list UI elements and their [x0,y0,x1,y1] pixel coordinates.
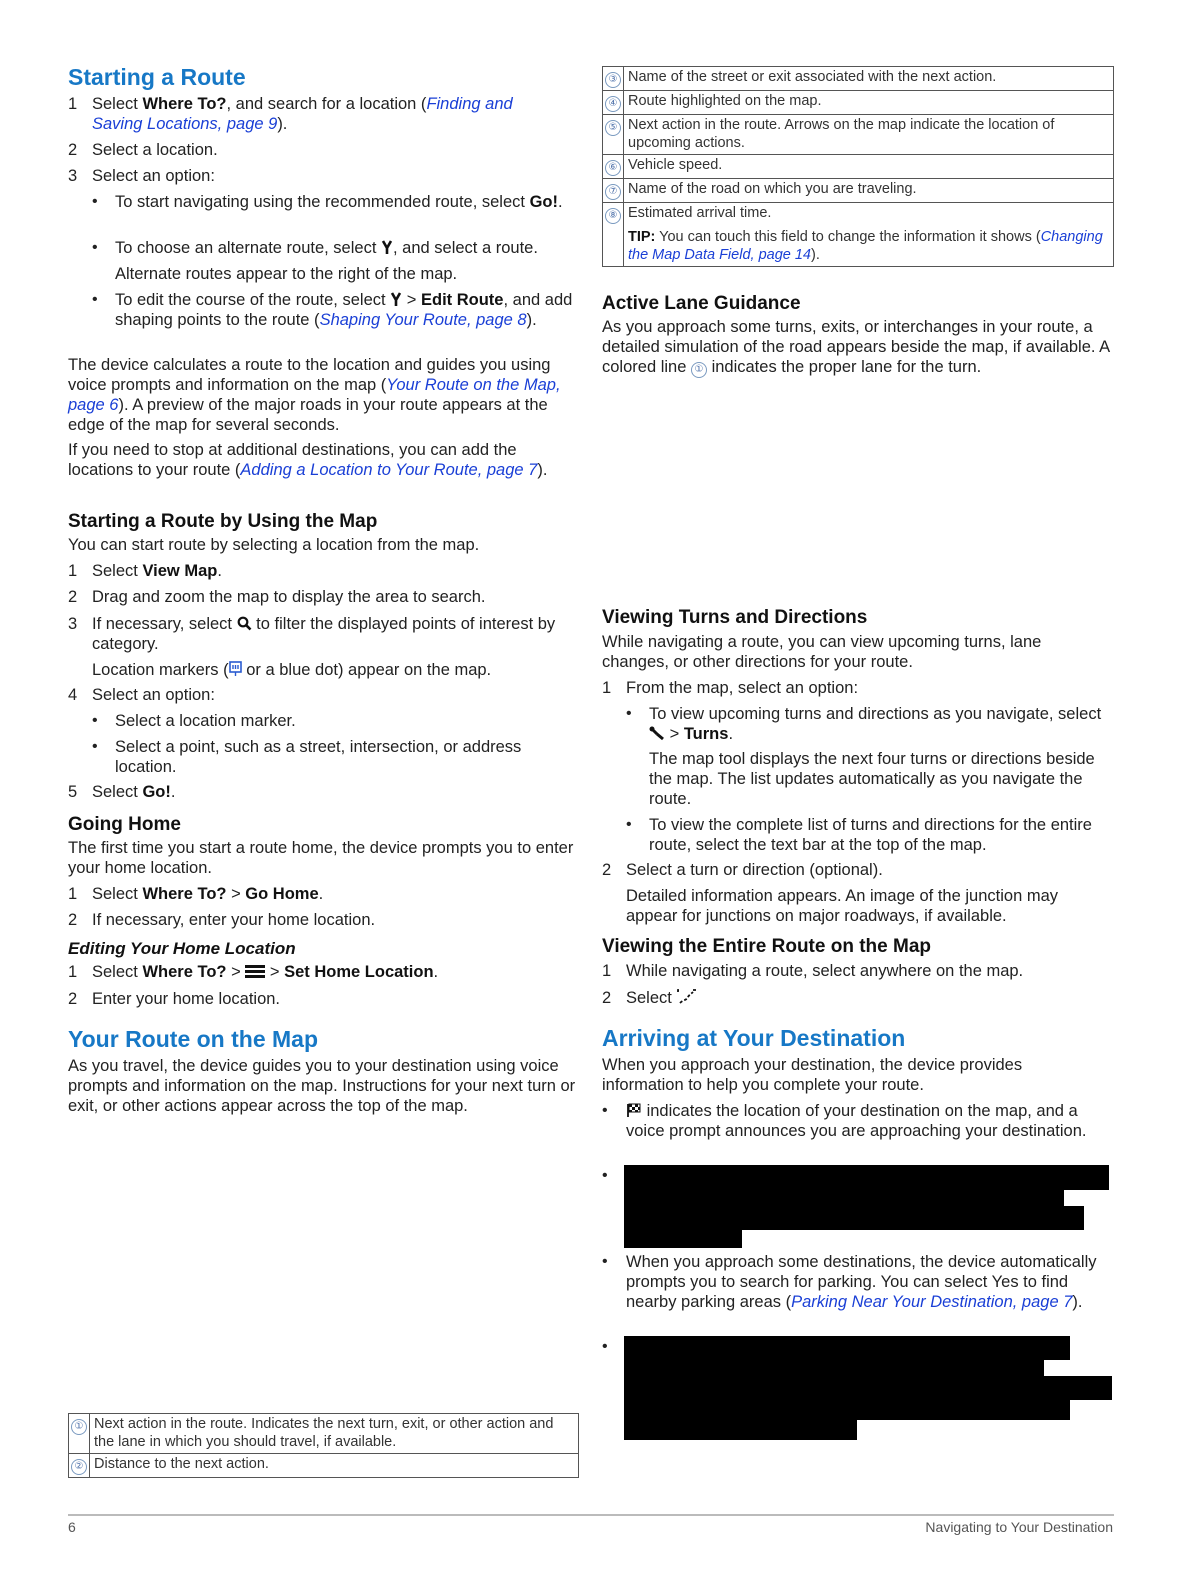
footer-rule [68,1514,1114,1516]
table-row [603,203,1114,267]
key-number: ⑥ [603,155,624,179]
route-split-icon [390,292,402,307]
map-key-table [602,66,1114,267]
menu-icon [245,964,265,979]
step-number: 1 [602,679,612,697]
redaction-block [624,1418,857,1440]
link-finding-locations[interactable]: Finding and Saving Locations, page 9 [92,95,513,133]
step-number: 5 [68,783,78,801]
key-number: ⑦ [603,179,624,203]
key-number: ① [69,1414,90,1454]
key-text: Next action in the route. Indicates the next turn, exit, or other action and the lane in which you should travel, if available. [90,1414,579,1454]
key-text: Next action in the route. Arrows on the map indicate the location of upcoming actions. [624,115,1114,155]
step-text: From the map, select an option: [626,679,859,697]
key-number: ④ [603,91,624,115]
route-split-icon [381,240,393,255]
step-text: Enter your home location. [92,990,281,1008]
redaction-block [624,1358,1044,1378]
key-text: Vehicle speed. [624,155,1114,179]
step-number: 2 [602,861,612,879]
paragraph: The device calculates a route to the location and guides you using voice prompts and information on the map (Your Route on the Map, page 6). A preview of the major roads in your route appears at the edge of the map for several seconds. [68,356,561,434]
step-subtext: Location markers ( or a blue dot) appear on the map. [92,661,492,679]
step-number: 2 [602,989,612,1007]
bullet-text: To view upcoming turns and directions as you navigate, select > Turns. [649,705,1102,743]
redaction-block [624,1188,1064,1208]
search-icon [237,616,252,631]
paragraph: As you travel, the device guides you to your destination using voice prompts and information on the map. Instructions for your next turn or exit, or other actions appear across the top of the map. [68,1057,576,1115]
redaction-block [624,1165,1109,1190]
paragraph: You can start route by selecting a location from the map. [68,536,480,554]
bullet: • [626,705,632,722]
key-text: Name of the street or exit associated with the next action. [624,67,1114,91]
heading-by-map: Starting a Route by Using the Map [68,511,378,532]
step-text: Select a location. [92,141,218,159]
step-number: 2 [68,588,78,606]
paragraph: While navigating a route, you can view upcoming turns, lane changes, or other directions for your route. [602,633,1042,671]
key-text: Estimated arrival time. TIP: You can touch this field to change the information it shows (Changing the Map Data Field, page 14). [624,203,1114,267]
full-route-icon [676,989,698,1005]
bullet-text: To choose an alternate route, select , and select a route. [115,239,538,257]
footer-section-title: Navigating to Your Destination [925,1519,1113,1535]
bullet-text: When you approach some destinations, the device automatically prompts you to search for parking. You can select Yes to find nearby parking areas (Parking Near Your Destination, page 7). [626,1253,1097,1311]
bullet-text: To view the complete list of turns and directions for the entire route, select the text bar at the top of the map. [649,816,1092,854]
bullet: • [602,1338,608,1355]
table-row [603,91,1114,115]
key-text: Distance to the next action. [90,1454,579,1478]
step-number: 2 [68,141,78,159]
key-number: ⑧ [603,203,624,267]
bullet-subtext: The map tool displays the next four turns or directions beside the map. The list updates automatically as you navigate the route. [649,750,1095,808]
link-adding-location[interactable]: Adding a Location to Your Route, page 7 [240,461,538,479]
step-text: Select Where To? > Go Home. [92,885,324,903]
bullet-text: To start navigating using the recommended route, select Go!. [115,193,563,211]
location-marker-icon [229,661,242,677]
step-number: 2 [68,990,78,1008]
map-key-table [68,1413,579,1478]
redaction-block [624,1206,1084,1230]
step-text: While navigating a route, select anywhere on the map. [626,962,1024,980]
step-text: If necessary, enter your home location. [92,911,376,929]
step-text: Drag and zoom the map to display the area to search. [92,588,486,606]
paragraph: As you approach some turns, exits, or interchanges in your route, a detailed simulation of the road appears beside the map, if available. A colored line ① indicates the proper lane for the turn. [602,318,1110,376]
step-number: 1 [68,885,78,903]
bullet-text: To edit the course of the route, select > Edit Route, and add shaping points to the route (Shaping Your Route, page 8). [115,291,573,329]
key-number: ③ [603,67,624,91]
step-number: 1 [68,562,78,580]
redaction-block [624,1336,1070,1360]
key-text: Name of the road on which you are traveling. [624,179,1114,203]
step-text: Select Where To?, and search for a location (Finding and Saving Locations, page 9). [92,95,513,133]
step-text: Select Go!. [92,783,176,801]
bullet: • [92,239,98,256]
paragraph: When you approach your destination, the device provides information to help you complete your route. [602,1056,1023,1094]
checkered-flag-icon [626,1103,642,1118]
step-number: 1 [68,963,78,981]
table-row [603,155,1114,179]
bullet: • [92,193,98,210]
redaction-block [624,1376,1112,1400]
bullet: • [602,1102,608,1119]
step-number: 3 [68,167,78,185]
bullet-text: Select a point, such as a street, intersection, or address location. [115,738,522,776]
link-shaping-route[interactable]: Shaping Your Route, page 8 [319,311,527,329]
bullet: • [602,1253,608,1270]
bullet: • [92,712,98,729]
heading-editing-home: Editing Your Home Location [68,939,296,958]
tip-text: TIP: You can touch this field to change the information it shows (Changing the Map Data Field, page 14). [628,229,1103,263]
link-parking[interactable]: Parking Near Your Destination, page 7 [791,1293,1073,1311]
step-text: Select a turn or direction (optional). [626,861,883,879]
step-subtext: Detailed information appears. An image of the junction may appear for junctions on major roadways, if available. [626,887,1058,925]
key-text: Route highlighted on the map. [624,91,1114,115]
bullet-text: indicates the location of your destination on the map, and a voice prompt announces you are approaching your destination. [626,1102,1087,1140]
bullet: • [92,738,98,755]
heading-going-home: Going Home [68,814,181,835]
key-number: ② [69,1454,90,1478]
heading-arriving: Arriving at Your Destination [602,1025,906,1051]
bullet-text: Select a location marker. [115,712,296,730]
callout-number: ① [691,362,707,378]
heading-starting-a-route: Starting a Route [68,64,246,90]
step-number: 3 [68,615,78,633]
bullet: • [626,816,632,833]
wrench-icon [649,726,665,741]
heading-active-lane: Active Lane Guidance [602,293,801,314]
step-text: Select an option: [92,686,215,704]
table-row [69,1414,579,1454]
page-number: 6 [68,1519,76,1535]
redaction-block [624,1398,1070,1420]
step-number: 4 [68,686,78,704]
bullet-subtext: Alternate routes appear to the right of the map. [115,265,458,283]
step-text: Select an option: [92,167,215,185]
bullet: • [602,1167,608,1184]
step-number: 1 [68,95,78,113]
heading-route-on-map: Your Route on the Map [68,1026,319,1052]
step-text: If necessary, select to filter the displayed points of interest by category. [92,615,556,653]
link-route-on-map[interactable]: Your Route on the Map, page 6 [68,376,561,414]
table-row [603,179,1114,203]
table-row [69,1454,579,1478]
heading-entire-route: Viewing the Entire Route on the Map [602,936,932,957]
paragraph: If you need to stop at additional destinations, you can add the locations to your route (Adding a Location to Your Route, page 7). [68,441,548,479]
step-text: Select Where To? > > Set Home Location. [92,963,439,981]
step-number: 2 [68,911,78,929]
table-row [603,67,1114,91]
step-number: 1 [602,962,612,980]
link-map-data-field[interactable]: Changing the Map Data Field, page 14 [628,229,1103,263]
bullet: • [92,291,98,308]
heading-viewing-turns: Viewing Turns and Directions [602,607,868,628]
table-row [603,115,1114,155]
paragraph: The first time you start a route home, the device prompts you to enter your home location. [68,839,574,877]
step-text: Select View Map. [92,562,222,580]
step-text: Select [626,988,698,1008]
redaction-block [624,1228,742,1248]
key-number: ⑤ [603,115,624,155]
